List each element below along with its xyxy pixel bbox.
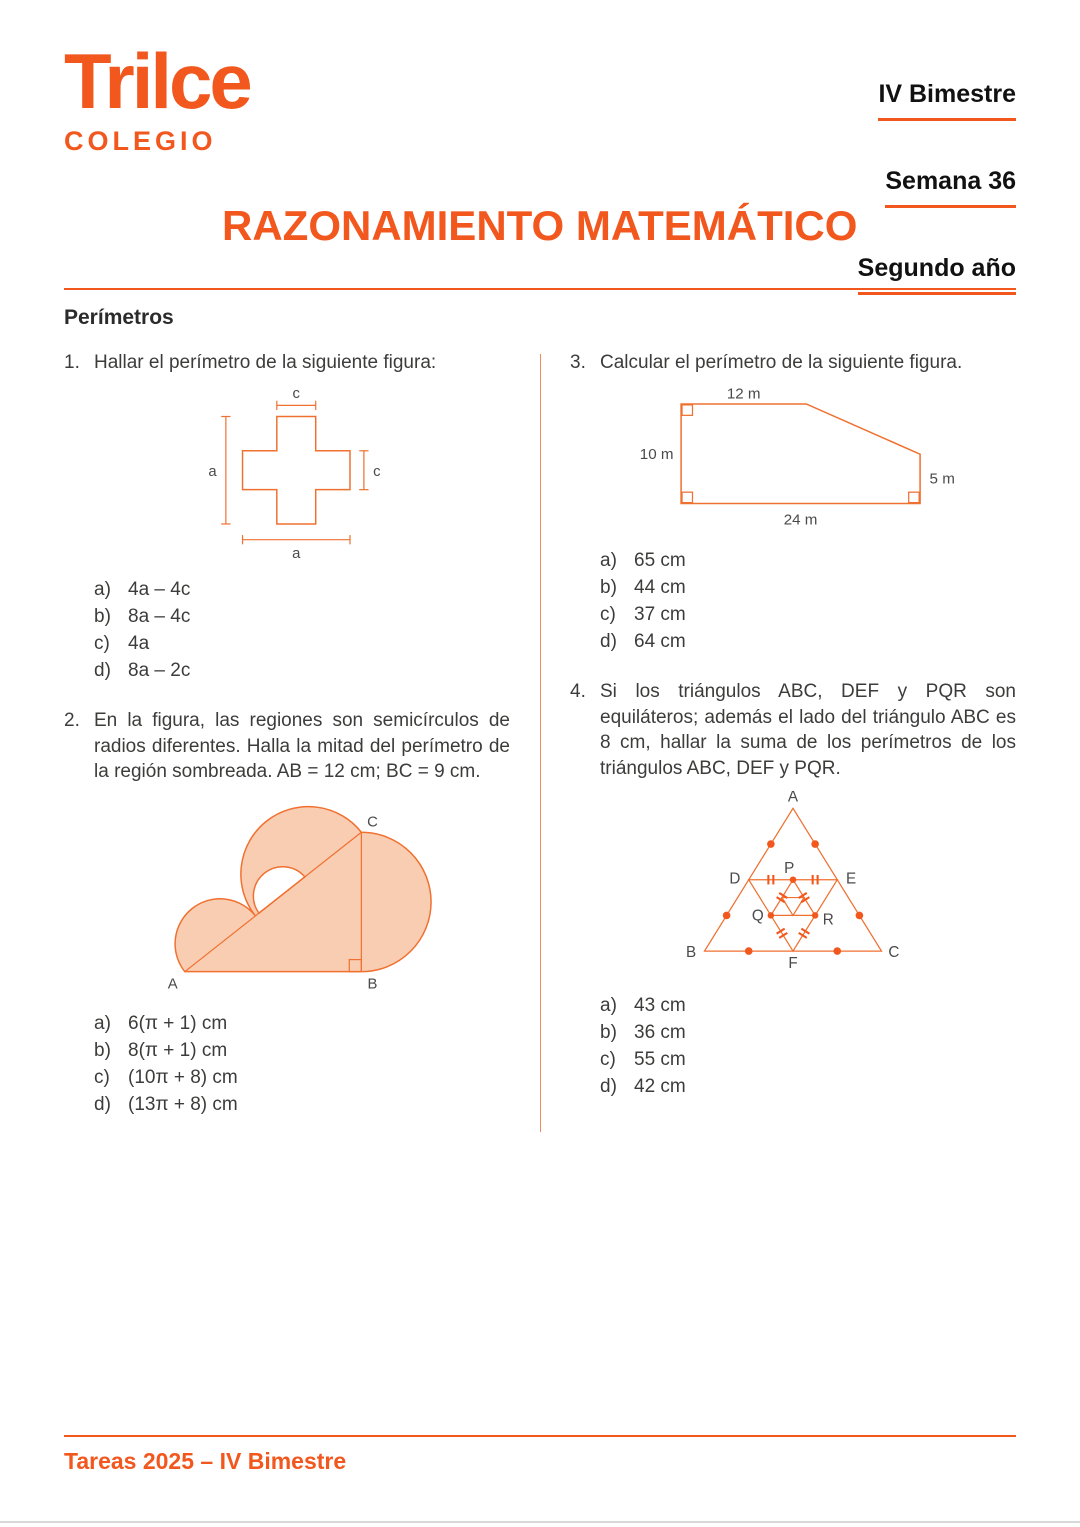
option-text: 42 cm <box>634 1076 686 1098</box>
inner-small-triangle <box>782 898 804 916</box>
midpoint-dot <box>856 912 864 920</box>
logo-wordmark: Trilce <box>64 37 250 125</box>
vertex-label-A: A <box>787 791 799 806</box>
page-bottom-edge <box>0 1521 1080 1523</box>
option-row <box>600 601 1016 628</box>
shaded-region <box>175 806 431 971</box>
option-letter: b) <box>600 1022 617 1044</box>
question-3-figure <box>570 385 1016 537</box>
section-title: Perímetros <box>64 306 174 329</box>
option-row <box>600 992 1016 1019</box>
option-row <box>600 547 1016 574</box>
option-text: 43 cm <box>634 995 686 1017</box>
question-2-number: 2. <box>64 710 80 732</box>
question-3-options <box>600 547 1016 655</box>
question-2-options <box>94 1010 510 1118</box>
question-4-figure <box>570 791 1016 982</box>
cross-label-top: c <box>292 386 300 403</box>
vertex-label-P: P <box>784 860 795 878</box>
option-row <box>600 1046 1016 1073</box>
grado-label: Segundo año <box>858 254 1016 295</box>
option-text: 4a <box>128 633 150 655</box>
option-letter: d) <box>94 660 111 682</box>
option-letter: a) <box>600 550 617 572</box>
question-2 <box>64 708 510 784</box>
vertex-label-B: B <box>686 944 697 962</box>
question-1-options <box>94 576 510 684</box>
vertex-label-C: C <box>367 814 378 831</box>
vertex-label-B: B <box>367 976 378 993</box>
option-letter: c) <box>600 604 616 626</box>
option-letter: c) <box>600 1049 616 1071</box>
midpoint-dot <box>745 948 753 956</box>
vertex-label-C: C <box>888 944 900 962</box>
content-columns <box>0 350 1080 1142</box>
vertex-label-F: F <box>788 955 798 973</box>
vertex-label-R: R <box>822 911 834 929</box>
question-4-options <box>600 992 1016 1100</box>
midpoint-dot <box>833 948 841 956</box>
option-letter: d) <box>94 1093 111 1115</box>
footer-rule <box>64 1435 1016 1437</box>
option-text: 8a – 2c <box>128 660 191 682</box>
option-text: 4a – 4c <box>128 579 191 601</box>
question-3-text: Calcular el perímetro de la siguiente figura. <box>600 352 963 373</box>
option-letter: a) <box>600 995 617 1017</box>
midpoint-dot <box>723 912 731 920</box>
option-row <box>94 1010 510 1037</box>
dim-label-left: 10 m <box>639 446 674 464</box>
question-1 <box>64 350 510 375</box>
option-row <box>94 1091 510 1118</box>
option-row <box>94 603 510 630</box>
option-letter: d) <box>600 1076 617 1098</box>
midpoint-dot <box>811 840 819 848</box>
question-3 <box>570 350 1016 375</box>
cross-figure-svg <box>148 385 426 561</box>
midpoint-dot <box>767 840 775 848</box>
cross-label-left: a <box>208 464 217 481</box>
option-row <box>94 1064 510 1091</box>
semana-label: Semana 36 <box>885 167 1016 208</box>
option-text: 37 cm <box>634 604 686 626</box>
option-text: 6(π + 1) cm <box>128 1012 228 1034</box>
trapezoid-outline <box>681 404 920 504</box>
vertex-dot-P <box>790 877 796 883</box>
question-3-number: 3. <box>570 352 586 373</box>
option-letter: d) <box>600 631 617 653</box>
option-row <box>600 1019 1016 1046</box>
option-text: 8a – 4c <box>128 606 191 628</box>
footer-text: Tareas 2025 – IV Bimestre <box>64 1448 347 1474</box>
option-row <box>600 574 1016 601</box>
option-text: (10π + 8) cm <box>128 1066 238 1088</box>
subject-title: RAZONAMIENTO MATEMÁTICO <box>222 202 858 249</box>
option-row <box>94 657 510 684</box>
question-2-text: En la figura, las regiones son semicírculos de radios diferentes. Halla la mitad del perímetro de la región sombreada. AB = 12 cm; BC = 9 cm. <box>94 710 510 783</box>
dim-label-bottom: 24 m <box>783 511 818 529</box>
option-letter: c) <box>94 633 110 655</box>
option-row <box>600 1073 1016 1100</box>
vertex-dot-Q <box>768 912 774 918</box>
option-text: 36 cm <box>634 1022 686 1044</box>
option-text: (13π + 8) cm <box>128 1093 238 1115</box>
left-column <box>64 350 540 1142</box>
option-letter: a) <box>94 1012 111 1034</box>
question-4 <box>570 679 1016 781</box>
semicircles-figure-svg <box>129 795 445 995</box>
option-letter: c) <box>94 1066 110 1088</box>
vertex-label-A: A <box>167 976 178 993</box>
option-letter: b) <box>94 606 111 628</box>
option-text: 44 cm <box>634 577 686 599</box>
bimestre-label: IV Bimestre <box>878 80 1016 121</box>
right-angle-mark-bottom-left <box>682 493 692 503</box>
header <box>0 0 1080 288</box>
vertex-label-E: E <box>845 870 857 888</box>
dim-label-top: 12 m <box>726 385 761 403</box>
right-angle-mark-bottom-right <box>909 493 919 503</box>
logo-colegio-label: COLEGIO <box>64 126 217 156</box>
question-1-text: Hallar el perímetro de la siguiente figura: <box>94 352 437 373</box>
cross-label-right: c <box>373 464 381 481</box>
option-text: 55 cm <box>634 1049 686 1071</box>
question-2-figure <box>64 795 510 1000</box>
option-letter: b) <box>600 577 617 599</box>
cross-outline <box>243 417 350 524</box>
header-meta <box>858 80 1016 295</box>
option-row <box>94 576 510 603</box>
trapezoid-figure-svg <box>622 385 964 532</box>
vertex-label-Q: Q <box>751 907 764 925</box>
question-4-text: Si los triángulos ABC, DEF y PQR son equiláteros; además el lado del triángulo ABC es 8 cm, hallar la suma de los perímetros de los triángulos ABC, DEF y PQR. <box>600 681 1016 779</box>
column-divider <box>540 354 541 1132</box>
vertex-label-D: D <box>729 870 741 888</box>
question-4-number: 4. <box>570 681 586 703</box>
question-1-figure <box>64 385 510 566</box>
vertex-dot-R <box>812 912 818 918</box>
option-letter: b) <box>94 1039 111 1061</box>
logo <box>64 37 250 157</box>
option-text: 65 cm <box>634 550 686 572</box>
cross-label-bottom: a <box>292 546 301 562</box>
question-1-number: 1. <box>64 352 80 373</box>
right-column <box>540 350 1016 1142</box>
option-text: 8(π + 1) cm <box>128 1039 228 1061</box>
dim-label-right: 5 m <box>929 471 955 489</box>
option-letter: a) <box>94 579 111 601</box>
option-row <box>600 628 1016 655</box>
option-row <box>94 1037 510 1064</box>
right-angle-mark-top-left <box>682 405 692 415</box>
option-text: 64 cm <box>634 631 686 653</box>
triangles-figure-svg <box>674 791 912 977</box>
option-row <box>94 630 510 657</box>
